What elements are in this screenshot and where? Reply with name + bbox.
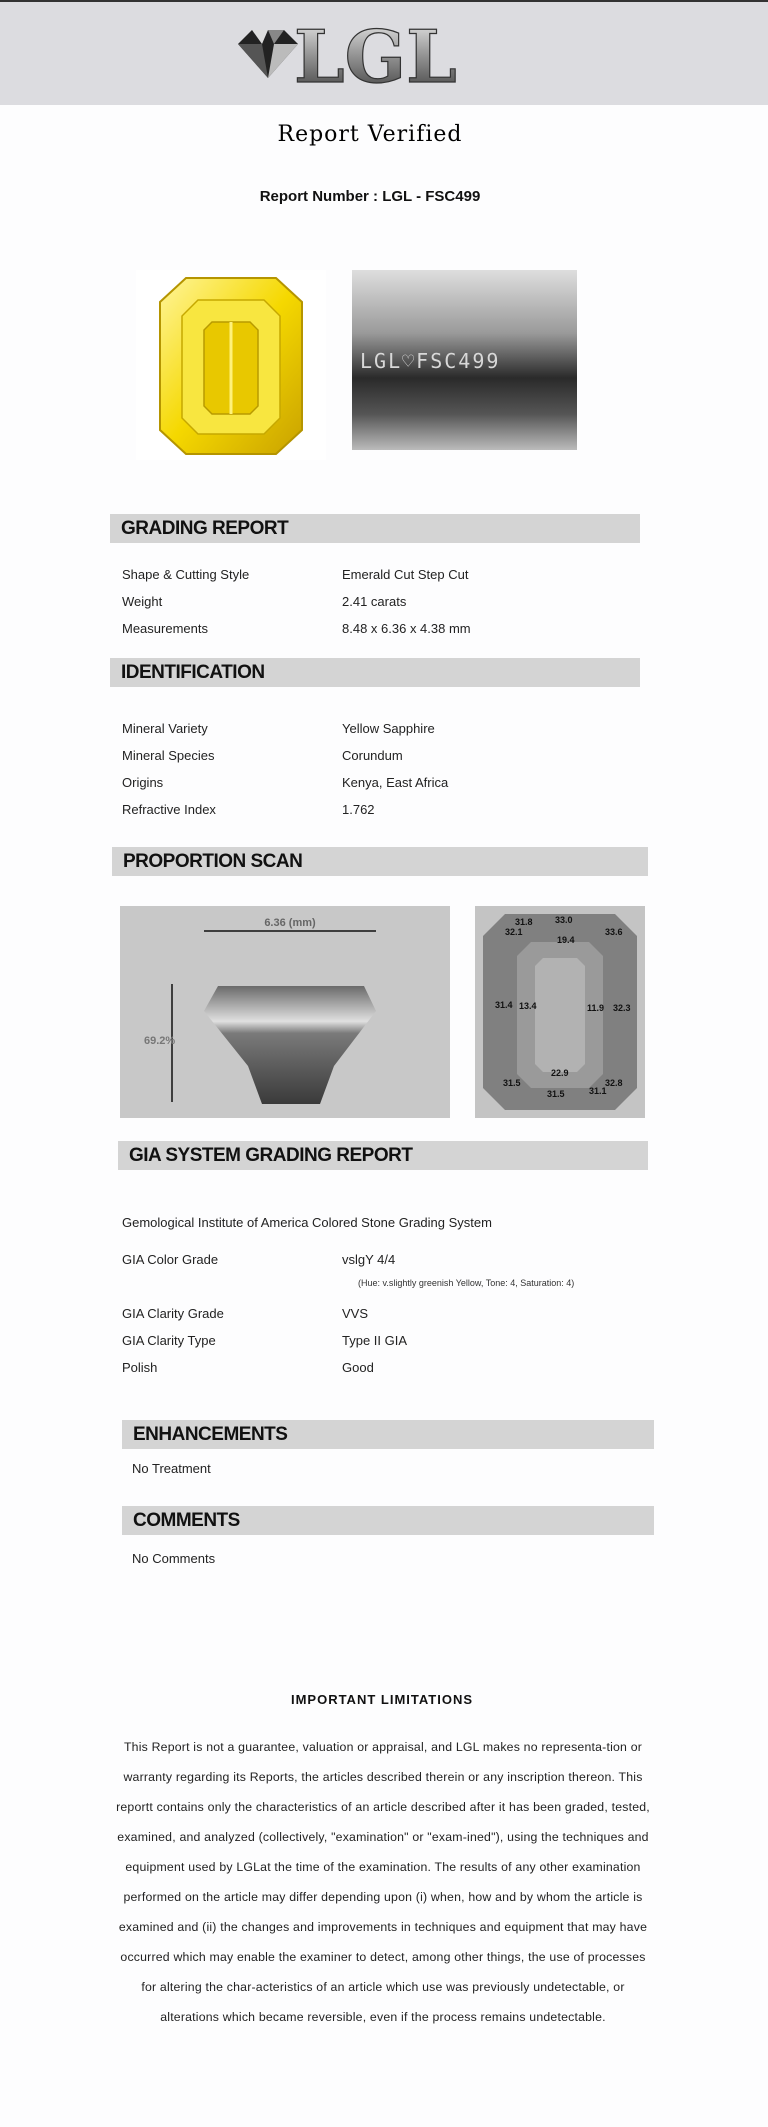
limitations-heading: IMPORTANT LIMITATIONS <box>290 1692 474 1707</box>
comments-value: No Comments <box>132 1551 216 1566</box>
top-view-diagram <box>475 906 645 1118</box>
grading-report-header <box>110 514 640 543</box>
depth-label: 69.2% <box>144 1035 176 1047</box>
inscription-photo <box>352 270 577 450</box>
tv-val-5: 33.6 <box>605 927 623 937</box>
measurements-value: 8.48 x 6.36 x 4.38 mm <box>342 621 471 636</box>
limitations-body: This Report is not a guarantee, valuation or appraisal, and LGL makes no representa-tion or warranty regarding its Reports, the articles described therein or any inscription thereon. This reportt contains only the characteristics of an article described after it has been graded, tested, examined, and analyzed (collectively, "examination" or "exam-ined"), using the techniques and equipment used by LGLat the time of the examination. The results of any other examination performed on the article may differ depending upon (i) when, how and by whom the article is examined and (ii) the changes and improvements in techniques and equipment that may have occurred which may enable the examiner to detect, among other things, the use of processes for altering the char-acteristics of an article which use was previously undetectable, or alterations which became reversible, even if the process remains undetectable. <box>116 1740 650 2024</box>
tv-val-7: 13.4 <box>519 1001 537 1011</box>
tv-val-6: 31.4 <box>495 1000 513 1010</box>
mineral-species-label: Mineral Species <box>122 748 215 763</box>
proportion-scan-heading: PROPORTION SCAN <box>123 851 303 872</box>
identification-header <box>110 658 640 687</box>
proportion-scan-header <box>112 847 648 876</box>
gia-clarity-grade-value: VVS <box>342 1306 369 1321</box>
refractive-index-value: 1.762 <box>342 802 375 817</box>
tv-val-14: 31.1 <box>589 1086 607 1096</box>
mineral-variety-value: Yellow Sapphire <box>342 721 435 736</box>
enhancements-value: No Treatment <box>132 1461 211 1476</box>
comments-heading: COMMENTS <box>133 1510 240 1531</box>
report-number: Report Number : LGL - FSC499 <box>259 188 481 205</box>
tv-val-9: 32.3 <box>613 1003 631 1013</box>
polish-value: Good <box>342 1360 374 1375</box>
enhancements-heading: ENHANCEMENTS <box>133 1424 288 1445</box>
refractive-index-label: Refractive Index <box>122 802 216 817</box>
tv-val-12: 32.8 <box>605 1078 623 1088</box>
shape-label: Shape & Cutting Style <box>122 567 250 582</box>
gia-header <box>118 1141 648 1170</box>
gia-color-note: (Hue: v.slightly greenish Yellow, Tone: 4, Saturation: 4) <box>358 1278 575 1288</box>
origins-value: Kenya, East Africa <box>342 775 449 790</box>
weight-label: Weight <box>122 594 163 609</box>
grading-report-heading: GRADING REPORT <box>121 518 289 539</box>
gia-clarity-type-value: Type II GIA <box>342 1333 408 1348</box>
tv-val-11: 31.5 <box>503 1078 521 1088</box>
mineral-species-value: Corundum <box>342 748 403 763</box>
diamond-icon <box>238 30 298 78</box>
tv-val-8: 11.9 <box>587 1003 605 1013</box>
site-header <box>0 0 768 105</box>
tv-val-2: 33.0 <box>555 915 573 925</box>
weight-value: 2.41 carats <box>342 594 407 609</box>
tv-val-13: 31.5 <box>547 1089 565 1099</box>
shape-value: Emerald Cut Step Cut <box>342 567 469 582</box>
profile-diagram <box>120 906 450 1118</box>
tv-val-10: 22.9 <box>551 1068 569 1078</box>
gia-system-text: Gemological Institute of America Colored Stone Grading System <box>122 1215 492 1230</box>
gia-clarity-grade-label: GIA Clarity Grade <box>122 1306 224 1321</box>
lgl-logo[interactable] <box>232 16 492 94</box>
gia-clarity-type-label: GIA Clarity Type <box>122 1333 216 1348</box>
polish-label: Polish <box>122 1360 158 1375</box>
measurements-label: Measurements <box>122 621 208 636</box>
gia-color-label: GIA Color Grade <box>122 1252 219 1267</box>
gia-heading: GIA SYSTEM GRADING REPORT <box>129 1145 413 1166</box>
identification-heading: IDENTIFICATION <box>121 662 265 683</box>
gia-color-value: vslgY 4/4 <box>342 1252 396 1267</box>
width-label: 6.36 (mm) <box>264 917 316 929</box>
svg-text:LGL: LGL <box>294 16 457 94</box>
mineral-variety-label: Mineral Variety <box>122 721 208 736</box>
svg-text:LGL♡FSC499: LGL♡FSC499 <box>360 349 501 373</box>
page-title: Report Verified <box>277 122 463 147</box>
gemstone-photo <box>136 270 326 460</box>
tv-val-3: 32.1 <box>505 927 523 937</box>
tv-val-4: 19.4 <box>557 935 575 945</box>
enhancements-header <box>122 1420 654 1449</box>
origins-label: Origins <box>122 775 164 790</box>
comments-header <box>122 1506 654 1535</box>
tv-val-1: 31.8 <box>515 917 533 927</box>
